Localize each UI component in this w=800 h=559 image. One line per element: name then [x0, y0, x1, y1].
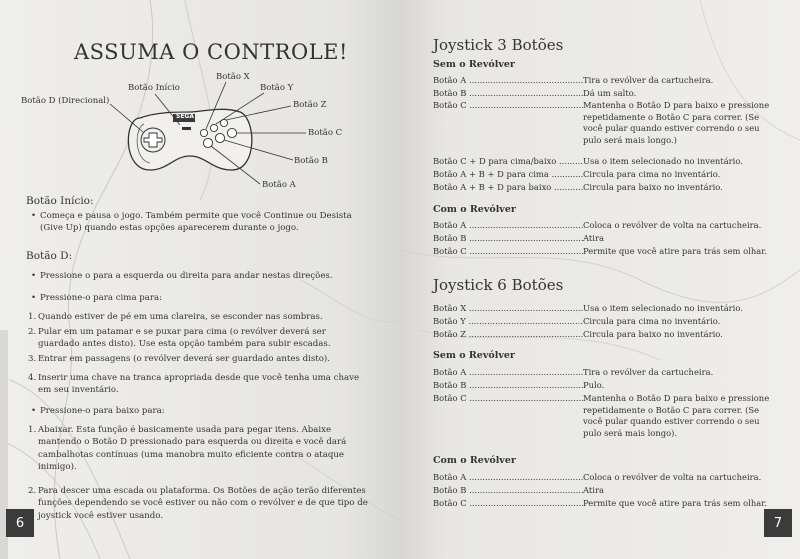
subsection-head: Sem o Revólver	[433, 350, 515, 361]
label-button-y: Botão Y	[260, 83, 294, 93]
page-number-left: 6	[6, 509, 34, 537]
section-title-joystick-3: Joystick 3 Botões	[433, 36, 564, 54]
label-button-a: Botão A	[262, 180, 296, 190]
bullet: •	[31, 211, 37, 221]
subsection-head: Com o Revólver	[433, 204, 516, 215]
label-button-c: Botão C	[308, 128, 343, 138]
label-button-b: Botão B	[294, 156, 328, 166]
list-item: 2. Pular em um patamar e se puxar para cima (o revólver deverá ser guardado antes disto). Use esta opção também para subir escadas.	[28, 327, 331, 350]
page-number-right: 7	[764, 509, 792, 537]
label-button-x: Botão X	[216, 72, 250, 82]
label-button-start: Botão Início	[128, 83, 180, 93]
list-item: 2. Para descer uma escada ou plataforma. Os Botões de ação terão diferentes funções dependendo se você estiver ou não com o revólver e de que tipo de joystick você estiver usando.	[28, 486, 368, 521]
page-title: ASSUMA O CONTROLE!	[74, 40, 348, 64]
label-button-d: Botão D (Direcional)	[21, 96, 110, 106]
list-item: 4. Inserir uma chave na tranca apropriada desde que você tenha uma chave em seu inventário.	[28, 373, 360, 396]
d-bullet-3: • Pressione-o para baixo para:	[31, 406, 165, 416]
section-head-d: Botão D:	[26, 250, 73, 262]
subsection-head: Com o Revólver	[433, 455, 516, 466]
d-bullet-2: • Pressione-o para cima para:	[31, 293, 163, 303]
section-head-start: Botão Início:	[26, 195, 94, 207]
list-item: 1. Abaixar. Esta função é basicamente usada para pegar itens. Abaixe mantendo o Botão D pressionado para esquerda ou direita e você dará cambalhotas contínuas (uma manobra muito eficiente contra o ataque inimigo).	[28, 425, 347, 472]
start-description: • Começa e pausa o jogo. Também permite que você Continue ou Desista (Give Up) quando estas opções aparecerem durante o jogo.	[31, 211, 352, 234]
list-item: 3. Entrar em passagens (o revólver deverá ser guardado antes disto).	[28, 354, 330, 364]
section-title-joystick-6: Joystick 6 Botões	[433, 276, 564, 294]
controller-brand-logo: SEGA	[176, 113, 194, 120]
subsection-head: Sem o Revólver	[433, 59, 515, 70]
right-page: Joystick 3 Botões Sem o Revólver Botão A ..... Tira o revólver da cartucheira. Botão B ..... Dá um salto. Botão C ..... Mantenha o Botão D para baixo e pressione repetidamente o Botão C para correr. (Se você pular quando estiver correndo o seu pulo será mais longo.) Botão C + D para cima/baixo ..... Usa o item selecionado no inventário. Botão A + B + D para cima ..... Circula para cima no inventário. Botão A + B + D para baixo ..... Circula para baixo no inventário. Com o Revólver Botão A ..... Coloca o revólver de volta na cartucheira. Botão B ..... Atira Botão C ..... Permite que você atire para trás sem olhar. Joystick 6 Botões Botão X ..... Usa o item selecionado no inventário. Botão Y ..... Circula para cima no inventário. Botão Z ..... Circula para baixo no inventário. Sem o Revólver Botão A ..... Tira o revólver da cartucheira. Botão B ..... Pulo. Botão C ..... Mantenha o Botão D para baixo e pressione repetidamente o Botão C para correr. (Se você pular quando estiver correndo o seu pulo será mais longo). Com o Revólver Botão A ..... Coloca o revólver de volta na cartucheira. Botão B ..... Atira Botão C ..... Permite que você atire para trás sem olhar. 7	[400, 0, 800, 559]
label-button-z: Botão Z	[293, 100, 327, 110]
list-item: 1. Quando estiver de pé em uma clareira, se esconder nas sombras.	[28, 312, 323, 322]
d-bullet-1: • Pressione o para a esquerda ou direita para andar nestas direções.	[31, 271, 333, 281]
